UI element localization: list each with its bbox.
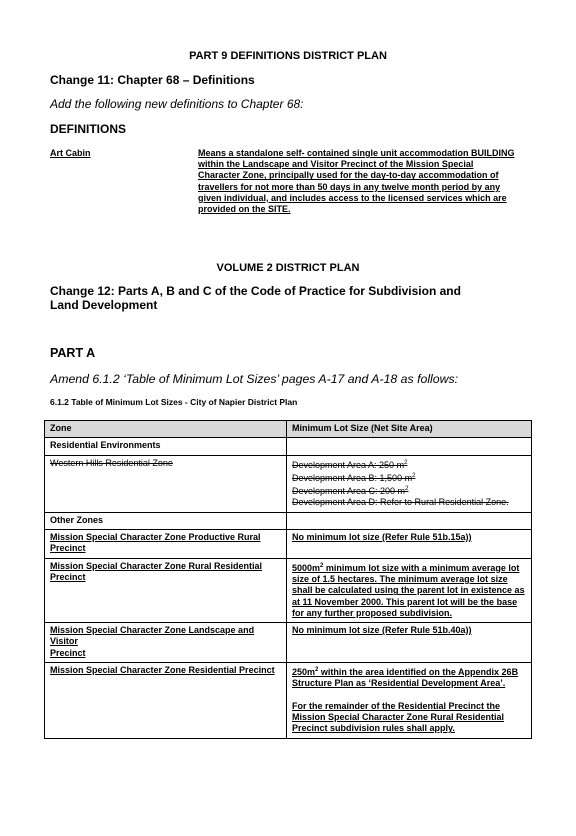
table-row	[45, 558, 532, 622]
dev-area-d: Development Area D: Refer to Rural Residential Zone.	[292, 497, 509, 508]
change12-heading: Change 12: Parts A, B and C of the Code of Practice for Subdivision and Land Development	[50, 284, 461, 312]
table-header-row	[45, 421, 532, 438]
dev-area-b: Development Area B: 1,500 $m^2$	[292, 472, 416, 483]
dev-area-c: Development Area C: 200 $m^2$	[292, 486, 409, 497]
header-zone: Zone	[45, 421, 287, 438]
table-row	[45, 623, 532, 663]
residential-precinct-size: $250m^2$ within the area identified on the Appendix 26B Structure Plan as ‘Residential Development Area’. For the remainder of the Residential Precinct the Mission Special Character Zone Rural Residential Precinct subdivision rules shall apply.	[287, 663, 532, 738]
volume2-title: VOLUME 2 DISTRICT PLAN	[216, 262, 360, 274]
western-hills-zone: Western Hills Residential Zone	[50, 457, 173, 468]
table-row	[45, 455, 532, 512]
table-row	[45, 530, 532, 559]
change11-heading: Change 11: Chapter 68 – Definitions	[50, 73, 255, 87]
landscape-visitor-zone: Mission Special Character Zone Landscape and Visitor Precinct	[45, 623, 287, 663]
minimum-lot-size-table	[44, 420, 532, 739]
other-zones-label: Other Zones	[45, 512, 287, 529]
productive-rural-zone: Mission Special Character Zone Productive Rural Precinct	[45, 530, 287, 559]
productive-rural-size: No minimum lot size (Refer Rule 51b.15a))	[287, 530, 532, 559]
definitions-section-title: DEFINITIONS	[50, 122, 127, 136]
change12-instruction: Amend 6.1.2 ‘Table of Minimum Lot Sizes’ pages A-17 and A-18 as follows:	[50, 372, 459, 386]
landscape-visitor-size: No minimum lot size (Refer Rule 51b.40a))	[287, 623, 532, 663]
definition-term: Art Cabin	[50, 148, 91, 158]
residential-precinct-zone: Mission Special Character Zone Residential Precinct	[45, 663, 287, 738]
header-min-lot-size: Minimum Lot Size (Net Site Area)	[287, 421, 532, 438]
table-row	[45, 438, 532, 455]
dev-area-a: Development Area A: 250 $m^2$	[292, 459, 408, 470]
part9-title: PART 9 DEFINITIONS DISTRICT PLAN	[189, 50, 387, 62]
part-a-label: PART A	[50, 346, 96, 360]
rural-residential-zone: Mission Special Character Zone Rural Residential Precinct	[45, 558, 287, 622]
rural-residential-size: $5000m^2$ minimum lot size with a minimum average lot size of 1.5 hectares. The minimum average lot size shall be calculated using the parent lot in existence as at 11 November 2000. This parent lot will be the base for any further proposed subdivision.	[287, 558, 532, 622]
table-caption: 6.1.2 Table of Minimum Lot Sizes - City of Napier District Plan	[50, 397, 298, 407]
table-row	[45, 512, 532, 529]
definition-text: Means a standalone self- contained single unit accommodation BUILDING within the Landscape and Visitor Precinct of the Mission Special Character Zone, principally used for the day-to-day accommodation of travellers for not more than 50 days in any twelve month period by any given individual, and includes access to the licensed services which are provided on the SITE.	[198, 148, 515, 215]
residential-environments-label: Residential Environments	[45, 438, 287, 455]
change11-instruction: Add the following new definitions to Chapter 68:	[50, 97, 304, 111]
table-row	[45, 663, 532, 738]
